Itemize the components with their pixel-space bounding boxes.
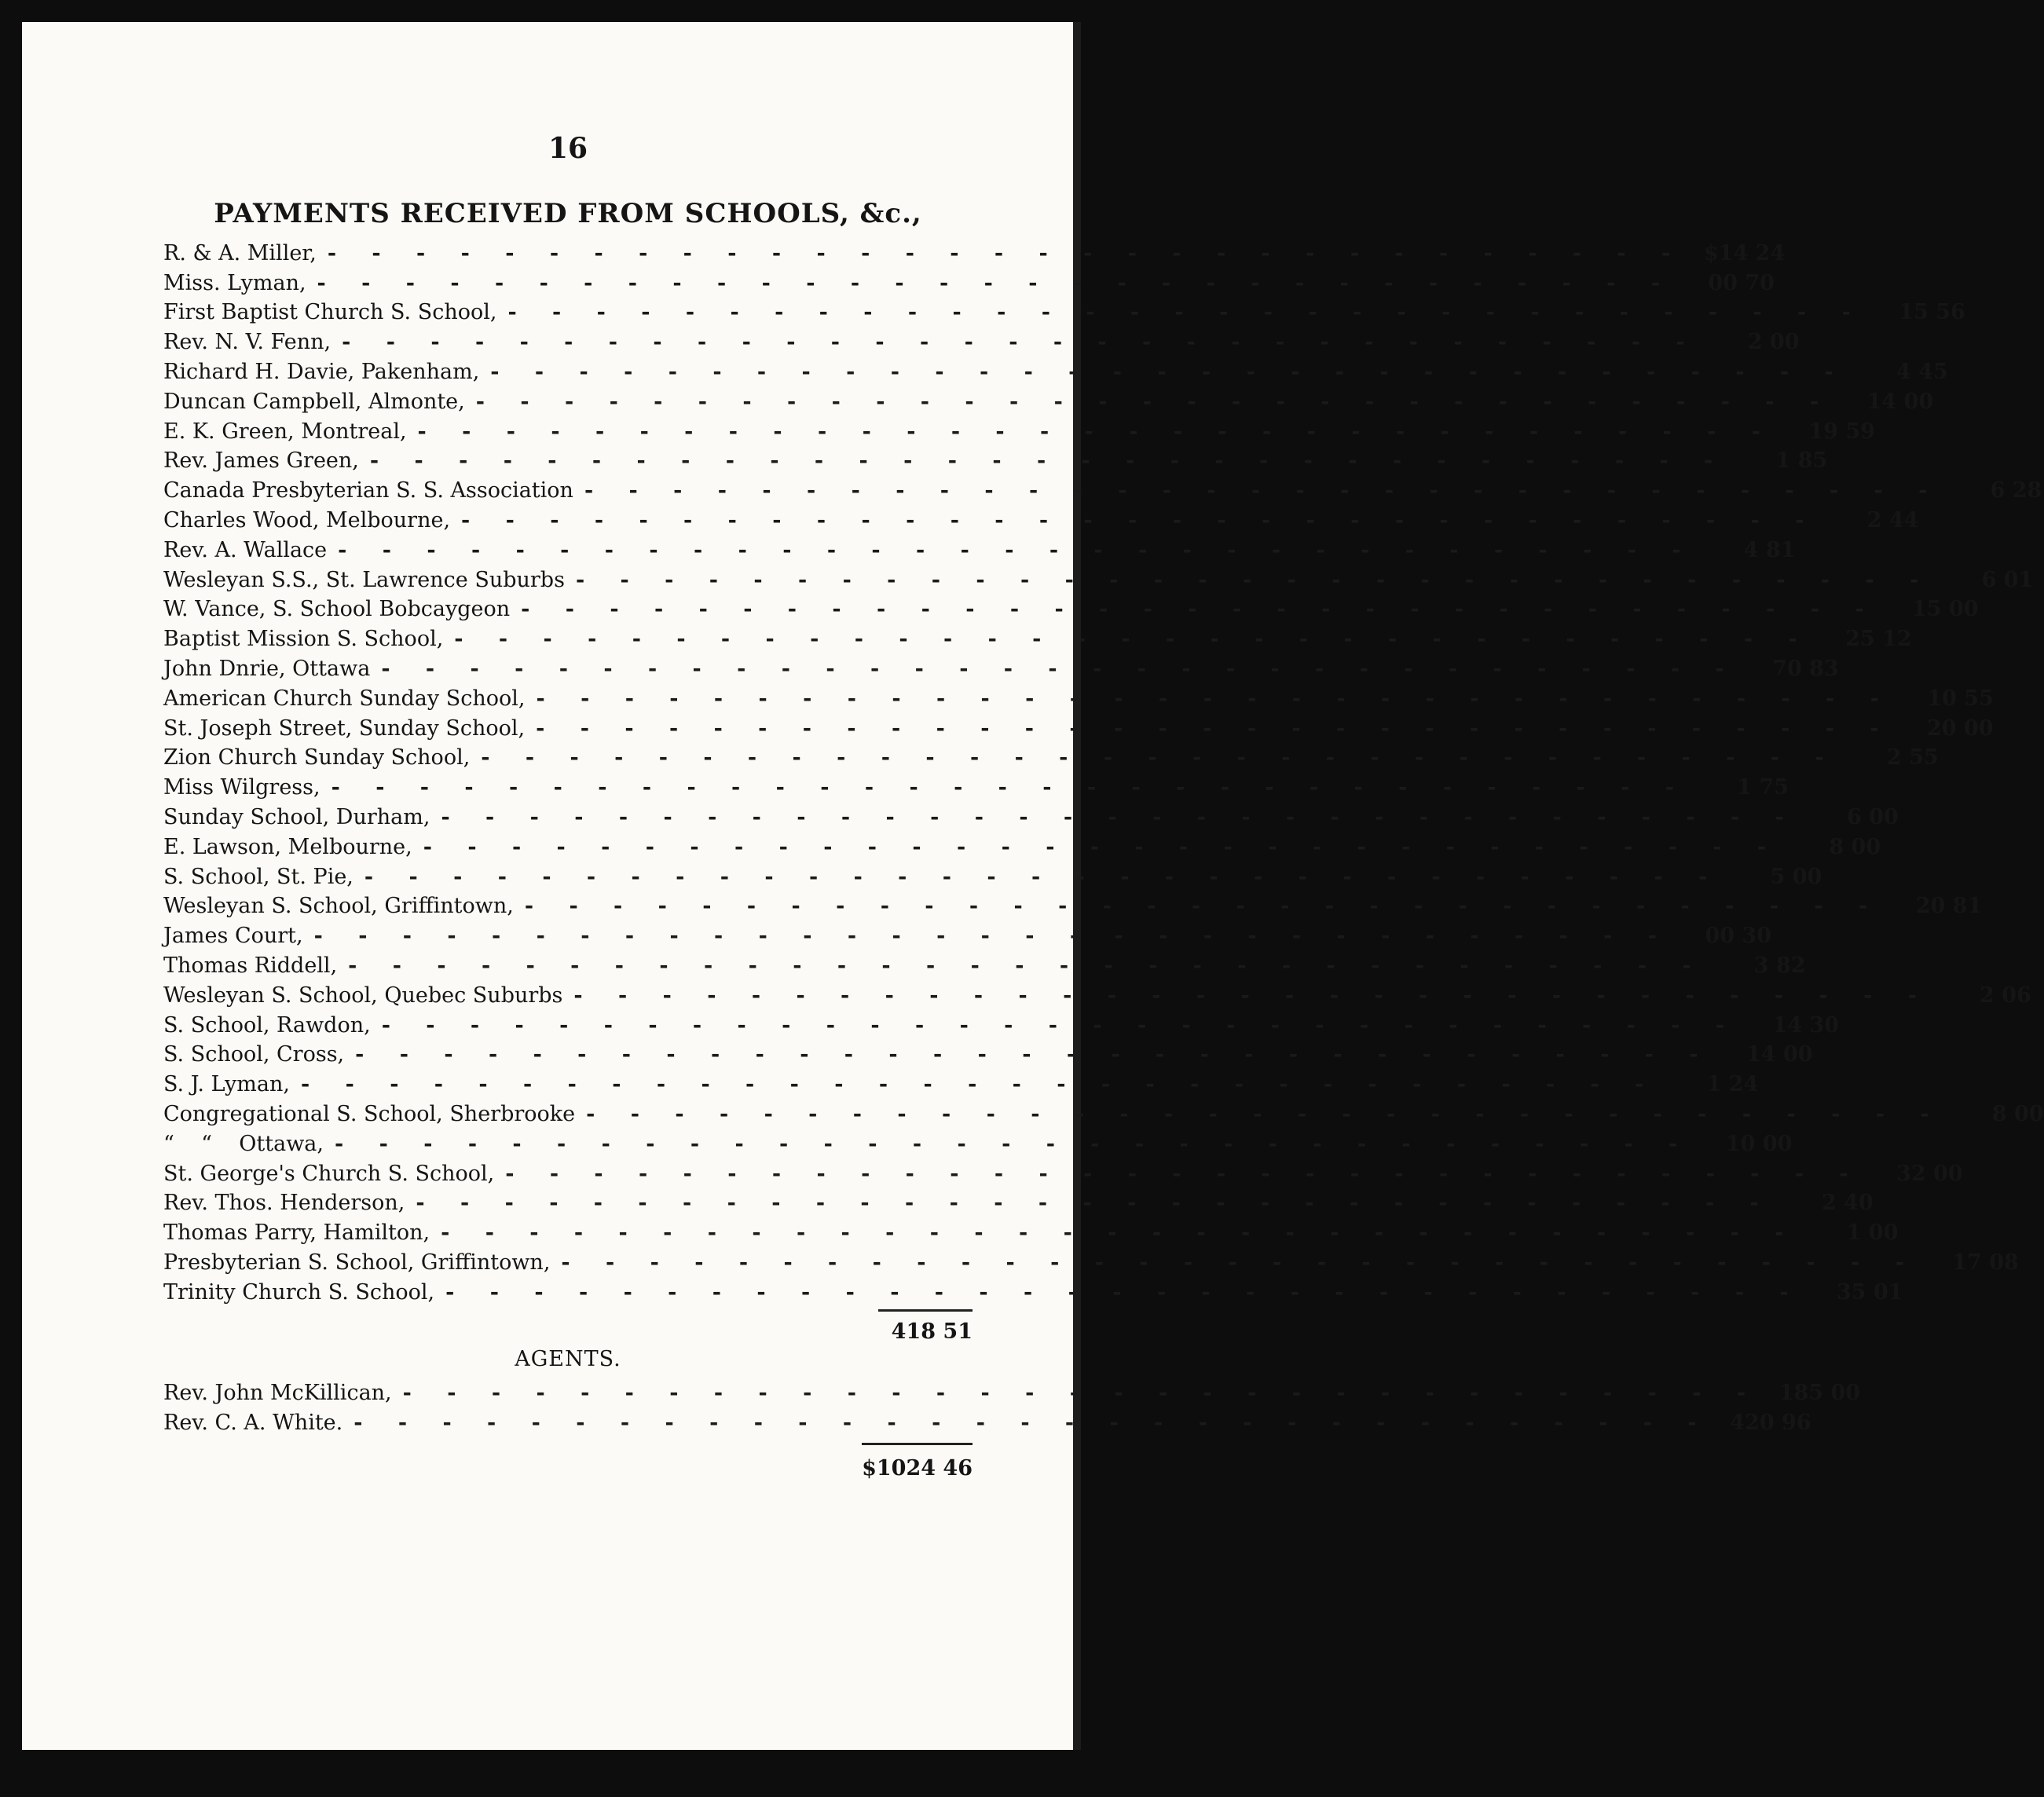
payment-amount: 00 70 [1708,270,1775,295]
payment-row [163,353,1948,384]
payment-amount: 17 08 [1952,1250,2019,1275]
payment-row [163,620,1912,652]
dot-leader: - - - - - - - - - - - - - - - - - - - - - - - - - - - - - - - [441,804,1798,829]
payment-amount: 00 30 [1705,924,1771,949]
payment-amount: 3 82 [1753,953,1806,978]
dot-leader: - - - - - - - - - - - - - - - - - - - - - - - - - - - - - - - [573,983,1931,1008]
payee-name: Thomas Parry, Hamilton, [163,1221,430,1246]
payment-row [163,1006,1840,1038]
dot-leader: - - - - - - - - - - - - - - - - - - - - - - - - - - - - - - - [423,834,1781,859]
dot-leader: - - - - - - - - - - - - - - - - - - - - - - - - - - - - - - - [331,775,1688,800]
dot-leader: - - - - - - - - - - - - - - - - - - - - - - - - - - - - - - - [300,1072,1658,1097]
payee-name: St. Joseph Street, Sunday School, [163,716,526,741]
payment-row [163,679,1994,711]
dot-leader: - - - - - - - - - - - - - - - - - - - - - - - - - - - - - - - [586,1101,1943,1126]
payment-amount: 6 00 [1847,804,1899,829]
payment-amount: 1 75 [1737,775,1789,800]
page-number: 16 [548,132,588,165]
payee-name: John Dnrie, Ottawa [163,656,371,681]
payee-name: Rev. Thos. Henderson, [163,1191,405,1216]
payment-row [163,888,1983,919]
payment-row [163,946,1806,978]
payment-amount: 5 00 [1770,864,1822,889]
payment-amount: 25 12 [1845,627,1912,652]
payee-name: Rev. John McKillican, [163,1381,392,1406]
payee-name: Rev. C. A. White. [163,1411,343,1436]
payment-amount: 19 59 [1808,419,1875,444]
payee-name: S. School, Cross, [163,1042,345,1067]
payee-name: Canada Presbyterian S. S. Association [163,478,573,503]
payment-amount: $14 24 [1703,240,1786,265]
dot-leader: - - - - - - - - - - - - - - - - - - - - - - - - - - - - - - - [355,1042,1712,1067]
dot-leader: - - - - - - - - - - - - - - - - - - - - - - - - - - - - - - - [454,627,1811,652]
payment-amount: 14 30 [1772,1012,1840,1038]
payee-name: St. George's Church S. School, [163,1161,495,1186]
dot-leader: - - - - - - - - - - - - - - - - - - - - - - - - - - - - - - - [475,389,1833,414]
dot-leader: - - - - - - - - - - - - - - - - - - - - - - - - - - - - - - - [445,1279,1803,1305]
payee-name: Wesleyan S. School, Griffintown, [163,894,514,919]
payee-name: Duncan Campbell, Almonte, [163,389,465,414]
payee-name: First Baptist Church S. School, [163,300,497,325]
payment-amount: 2 00 [1747,330,1800,355]
payee-name: E. K. Green, Montreal, [163,419,407,444]
dot-leader: - - - - - - - - - - - - - - - - - - - - - - - - - - - - - - - [524,894,1882,919]
payment-amount: 4 81 [1743,537,1796,562]
payee-name: Rev. A. Wallace [163,537,328,562]
payee-name: Zion Church Sunday School, [163,745,471,770]
payment-row [163,382,1934,414]
agent-row [163,1374,1861,1406]
dot-leader: - - - - - - - - - - - - - - - - - - - - - - - - - - - - - - - [575,567,1933,592]
payment-row [163,234,1786,265]
dot-leader: - - - - - - - - - - - - - - - - - - - - - - - - - - - - - - - [441,1221,1798,1246]
payment-row [163,1065,1759,1097]
payment-row [163,294,1965,325]
dot-leader: - - - - - - - - - - - - - - - - - - - - - - - - - - - - - - - [505,1161,1863,1186]
payee-name: S. J. Lyman, [163,1072,290,1097]
payment-amount: 8 00 [1991,1101,2044,1126]
payee-name: W. Vance, S. School Bobcaygeon [163,597,511,622]
grand-total-row [163,1433,973,1480]
payment-amount: 14 00 [1866,389,1934,414]
payee-name: Richard H. Davie, Pakenham, [163,359,480,384]
payment-amount: 2 06 [1980,983,2031,1008]
agents-heading: AGENTS. [515,1346,621,1371]
payee-name: Presbyterian S. School, Griffintown, [163,1250,551,1275]
payment-row [163,561,2034,592]
payee-name: James Court, [163,924,303,949]
payment-row [163,917,1771,949]
payment-row [163,1243,2019,1275]
payment-row [163,1125,1793,1156]
dot-leader: - - - - - - - - - - - - - - - - - - - - - - - - - - - - - - - [313,924,1671,949]
dot-leader: - - - - - - - - - - - - - - - - - - - - - - - - - - - - - - - [327,240,1685,265]
dot-leader: - - - - - - - - - - - - - - - - - - - - - - - - - - - - - - - [561,1250,1918,1275]
payee-name: R. & A. Miller, [163,240,317,265]
dot-leader: - - - - - - - - - - - - - - - - - - - - - - - - - - - - - - - [402,1381,1760,1406]
payment-row [163,471,2042,503]
payment-row [163,768,1789,800]
payment-amount: 4 45 [1896,359,1948,384]
dot-leader: - - - - - - - - - - - - - - - - - - - - - - - - - - - - - - - [521,597,1878,622]
payment-amount: 10 00 [1725,1131,1793,1156]
payment-amount: 420 96 [1730,1411,1811,1436]
payment-amount: 1 85 [1775,448,1828,474]
dot-leader: - - - - - - - - - - - - - - - - - - - - - - - - - - - - - - - [481,745,1838,770]
dot-leader: - - - - - - - - - - - - - - - - - - - - - - - - - - - - - - - [338,537,1695,562]
payment-row [163,442,1828,474]
dot-leader: - - - - - - - - - - - - - - - - - - - - - - - - - - - - - - - [507,300,1865,325]
payment-row [163,323,1800,355]
payee-name: American Church Sunday School, [163,686,526,711]
payment-row [163,1095,2044,1126]
payment-row [163,650,1839,681]
payee-name: E. Lawson, Melbourne, [163,834,412,859]
dot-leader: - - - - - - - - - - - - - - - - - - - - - - - - - - - - - - - [317,270,1674,295]
dot-leader: - - - - - - - - - - - - - - - - - - - - - - - - - - - - - - - [490,359,1848,384]
payment-amount: 2 55 [1886,745,1939,770]
payment-amount: 1 00 [1846,1221,1899,1246]
payment-amount: 185 00 [1778,1381,1861,1406]
payee-name: Wesleyan S. School, Quebec Suburbs [163,983,563,1008]
payee-name: “ “ Ottawa, [163,1131,324,1156]
payment-amount: 15 00 [1912,597,1979,622]
payee-name: Wesleyan S.S., St. Lawrence Suburbs [163,567,565,592]
dot-leader: - - - - - - - - - - - - - - - - - - - - - - - - - - - - - - - [381,656,1738,681]
dot-leader: - - - - - - - - - - - - - - - - - - - - - - - - - - - - - - - [536,686,1893,711]
payment-amount: 2 44 [1866,507,1919,533]
payee-name: Rev. James Green, [163,448,359,474]
dot-leader: - - - - - - - - - - - - - - - - - - - - - - - - - - - - - - - [417,419,1775,444]
payment-row [163,1184,1874,1216]
dot-leader: - - - - - - - - - - - - - - - - - - - - - - - - - - - - - - - [584,478,1942,503]
dot-leader: - - - - - - - - - - - - - - - - - - - - - - - - - - - - - - - [416,1191,1773,1216]
payment-row [163,501,1919,533]
payment-amount: 14 00 [1745,1042,1813,1067]
payee-name: Rev. N. V. Fenn, [163,330,332,355]
dot-leader: - - - - - - - - - - - - - - - - - - - - - - - - - - - - - - - [536,716,1893,741]
payment-row [163,1036,1813,1067]
payment-amount: 20 81 [1915,894,1983,919]
payment-amount: 20 00 [1926,716,1994,741]
agents-list [163,1374,1861,1436]
payment-row [163,591,1979,622]
payee-name: Trinity Church S. School, [163,1279,435,1305]
schools-list [163,234,2044,1305]
payment-row [163,1273,1903,1305]
schools-total-row [163,1303,973,1344]
payment-row [163,412,1875,444]
payment-amount: 8 00 [1829,834,1881,859]
payment-amount: 70 83 [1772,656,1839,681]
payee-name: Baptist Mission S. School, [163,627,444,652]
payment-amount: 15 56 [1899,300,1965,325]
payment-amount: 2 40 [1822,1191,1874,1216]
payment-row [163,976,2031,1008]
payment-row [163,264,1775,295]
payee-name: Congregational S. School, Sherbrooke [163,1101,576,1126]
dot-leader: - - - - - - - - - - - - - - - - - - - - - - - - - - - - - - - [353,1411,1711,1436]
payee-name: Miss. Lyman, [163,270,306,295]
dot-leader: - - - - - - - - - - - - - - - - - - - - - - - - - - - - - - - [381,1012,1739,1038]
payment-row [163,739,1939,770]
grand-total: $1024 46 [862,1443,973,1480]
payment-amount: 1 24 [1706,1072,1759,1097]
schools-total: 418 51 [878,1309,973,1344]
payee-name: S. School, Rawdon, [163,1012,371,1038]
payment-row [163,798,1899,829]
agent-row [163,1404,1811,1436]
payee-name: S. School, St. Pie, [163,864,353,889]
dot-leader: - - - - - - - - - - - - - - - - - - - - - - - - - - - - - - - [348,953,1705,978]
dot-leader: - - - - - - - - - - - - - - - - - - - - - - - - - - - - - - - [364,864,1722,889]
page-heading: PAYMENTS RECEIVED FROM SCHOOLS, &c., [214,198,922,229]
page [22,22,2044,1750]
payment-amount: 35 01 [1836,1279,1903,1305]
payment-row [163,828,1881,859]
payee-name: Sunday School, Durham, [163,804,430,829]
dot-leader: - - - - - - - - - - - - - - - - - - - - - - - - - - - - - - - [342,330,1699,355]
page-content [163,132,2044,1481]
payment-amount: 10 55 [1927,686,1994,711]
payment-amount: 6 01 [1981,567,2034,592]
payment-row [163,1213,1899,1246]
payment-row [163,709,1994,741]
payment-row [163,858,1822,889]
payment-amount: 32 00 [1896,1161,1963,1186]
payee-name: Charles Wood, Melbourne, [163,507,451,533]
payee-name: Miss Wilgress, [163,775,321,800]
payment-row [163,1155,1963,1186]
dot-leader: - - - - - - - - - - - - - - - - - - - - - - - - - - - - - - - [461,507,1819,533]
dot-leader: - - - - - - - - - - - - - - - - - - - - - - - - - - - - - - - [369,448,1727,474]
payee-name: Thomas Riddell, [163,953,338,978]
payment-amount: 6 28 [1990,478,2042,503]
payment-row [163,531,1796,562]
dot-leader: - - - - - - - - - - - - - - - - - - - - - - - - - - - - - - - [335,1131,1692,1156]
